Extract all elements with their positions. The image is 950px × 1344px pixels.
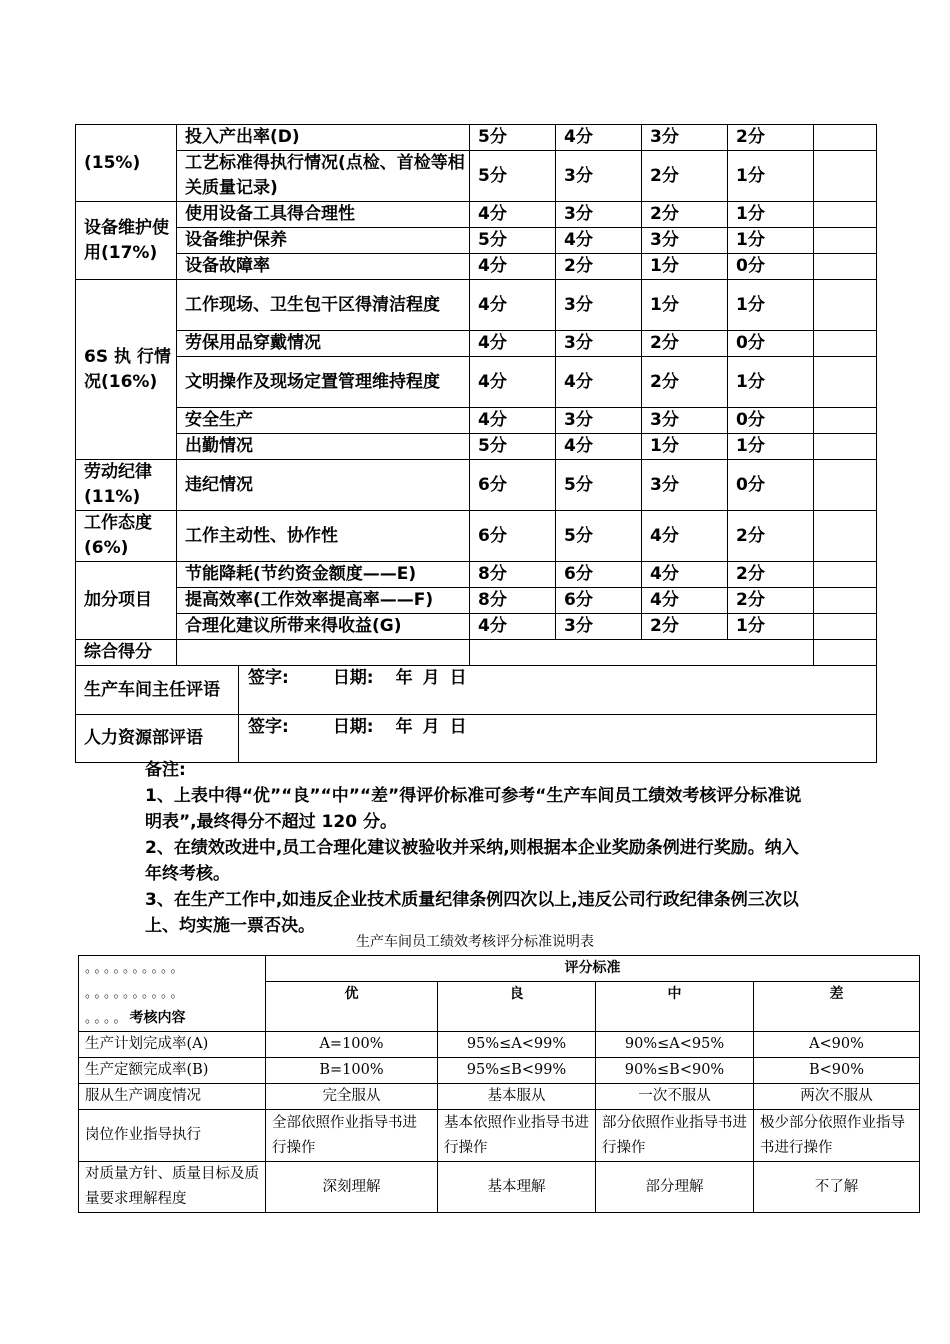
score-good: 5分: [556, 511, 642, 562]
note-item: 3、在生产工作中,如违反企业技术质量纪律条例四次以上,违反公司行政纪律条例三次以上、均实施一票否决。: [145, 890, 799, 936]
score-average: 2分: [642, 202, 728, 228]
hr-review-label: 人力资源部评语: [76, 715, 239, 762]
score-good: 2分: [556, 254, 642, 280]
score-average: 2分: [642, 151, 728, 202]
score-good: 4分: [556, 228, 642, 254]
table-row: [76, 588, 877, 614]
criterion-label: 生产定额完成率(B): [79, 1058, 266, 1084]
score-average: 3分: [642, 228, 728, 254]
score-good: 3分: [556, 408, 642, 434]
table-row: [76, 562, 877, 588]
score-excellent: 4分: [470, 331, 556, 357]
score-good: 4分: [556, 357, 642, 408]
table-row: [76, 151, 877, 202]
score-excellent: 8分: [470, 588, 556, 614]
score-poor: 2分: [728, 125, 814, 151]
score-poor: 0分: [728, 460, 814, 511]
score-good: 6分: [556, 562, 642, 588]
month-label: 月: [422, 668, 440, 688]
table-row: [76, 228, 877, 254]
score-poor: 1分: [728, 614, 814, 640]
table-row: [79, 1032, 920, 1058]
table-row: [79, 1110, 920, 1162]
item-label: 劳保用品穿戴情况: [177, 331, 470, 357]
review-row-hr: [76, 715, 877, 763]
score-excellent: 6分: [470, 511, 556, 562]
score-average: 3分: [642, 460, 728, 511]
standard-good: 95%≤A<99%: [438, 1032, 596, 1058]
header-dots: 。。。。: [85, 1011, 130, 1026]
standard-average: 90%≤A<95%: [596, 1032, 754, 1058]
category-quality: (15%): [76, 125, 177, 202]
year-label: 年: [395, 717, 413, 737]
header-row: [79, 956, 920, 982]
score-cell-empty[interactable]: [814, 280, 877, 331]
table-row: [76, 331, 877, 357]
score-average: 1分: [642, 434, 728, 460]
score-good: 3分: [556, 151, 642, 202]
score-poor: 2分: [728, 562, 814, 588]
table-row: [79, 1058, 920, 1084]
standard-good: 基本依照作业指导书进行操作: [438, 1110, 596, 1162]
table-row: [76, 460, 877, 511]
score-poor: 1分: [728, 280, 814, 331]
score-excellent: 4分: [470, 202, 556, 228]
score-average: 3分: [642, 125, 728, 151]
score-cell-empty[interactable]: [814, 460, 877, 511]
grade-poor: 差: [754, 982, 920, 1032]
score-excellent: 5分: [470, 151, 556, 202]
score-cell-empty[interactable]: [814, 125, 877, 151]
table-row: [76, 280, 877, 331]
score-poor: 0分: [728, 331, 814, 357]
category-6s: 6S 执 行情 况(16%): [76, 280, 177, 460]
sign-label: 签字:: [248, 668, 289, 688]
item-label: 工作主动性、协作性: [177, 511, 470, 562]
header-item-cell: [79, 956, 266, 1032]
item-label: 工作现场、卫生包干区得清洁程度: [177, 280, 470, 331]
score-cell-empty[interactable]: [814, 331, 877, 357]
score-good: 5分: [556, 460, 642, 511]
item-label: 违纪情况: [177, 460, 470, 511]
score-cell-empty[interactable]: [814, 614, 877, 640]
item-label: 合理化建议所带来得收益(G): [177, 614, 470, 640]
score-cell-empty[interactable]: [814, 151, 877, 202]
item-label: 提高效率(工作效率提高率——F): [177, 588, 470, 614]
item-label: 工艺标准得执行情况(点检、首检等相关质量记录): [177, 151, 470, 202]
note-item: 1、上表中得“优”“良”“中”“差”得评价标准可参考“生产车间员工绩效考核评分标准说明表”,最终得分不超过 120 分。: [145, 786, 802, 832]
score-average: 3分: [642, 408, 728, 434]
standard-poor: B<90%: [754, 1058, 920, 1084]
standard-excellent: A=100%: [266, 1032, 438, 1058]
score-average: 2分: [642, 614, 728, 640]
day-label: 日: [449, 717, 467, 737]
criterion-label: 生产计划完成率(A): [79, 1032, 266, 1058]
criterion-label: 对质量方针、质量目标及质量要求理解程度: [79, 1162, 266, 1213]
table-row: [76, 434, 877, 460]
score-poor: 2分: [728, 511, 814, 562]
header-group: 评分标准: [266, 956, 920, 982]
table-row: [76, 254, 877, 280]
category-discipline: 劳动纪律(11%): [76, 460, 177, 511]
standard-good: 95%≤B<99%: [438, 1058, 596, 1084]
score-poor: 0分: [728, 254, 814, 280]
notes-section: [145, 757, 815, 939]
score-excellent: 8分: [470, 562, 556, 588]
score-poor: 1分: [728, 357, 814, 408]
score-average: 4分: [642, 511, 728, 562]
item-label: 投入产出率(D): [177, 125, 470, 151]
score-good: 3分: [556, 280, 642, 331]
score-cell-empty[interactable]: [814, 588, 877, 614]
score-cell-empty[interactable]: [814, 562, 877, 588]
score-excellent: 5分: [470, 228, 556, 254]
month-label: 月: [422, 717, 440, 737]
review-row-workshop: [76, 666, 877, 715]
item-label: 出勤情况: [177, 434, 470, 460]
standard-average: 90%≤B<90%: [596, 1058, 754, 1084]
day-label: 日: [449, 668, 467, 688]
standard-table-title: 生产车间员工绩效考核评分标准说明表: [356, 934, 594, 950]
score-cell-empty[interactable]: [814, 408, 877, 434]
standard-average: 一次不服从: [596, 1084, 754, 1110]
score-poor: 1分: [728, 228, 814, 254]
workshop-review-label: 生产车间主任评语: [76, 666, 239, 714]
category-attitude: 工作态度(6%): [76, 511, 177, 562]
score-good: 3分: [556, 202, 642, 228]
score-excellent: 4分: [470, 614, 556, 640]
standard-good: 基本理解: [438, 1162, 596, 1213]
item-label: 文明操作及现场定置管理维持程度: [177, 357, 470, 408]
grade-average: 中: [596, 982, 754, 1032]
standard-table: [78, 955, 920, 1213]
score-excellent: 4分: [470, 357, 556, 408]
workshop-signature-area[interactable]: [239, 666, 467, 714]
header-dots: 。。。。。。。。。。: [85, 961, 187, 976]
score-cell-empty[interactable]: [814, 254, 877, 280]
standard-poor: 两次不服从: [754, 1084, 920, 1110]
score-average: 2分: [642, 331, 728, 357]
score-cell-empty[interactable]: [814, 511, 877, 562]
score-cell-empty[interactable]: [814, 434, 877, 460]
score-poor: 1分: [728, 434, 814, 460]
grade-excellent: 优: [266, 982, 438, 1032]
score-cell-empty[interactable]: [814, 228, 877, 254]
criterion-label: 服从生产调度情况: [79, 1084, 266, 1110]
table-row: [76, 202, 877, 228]
score-excellent: 4分: [470, 254, 556, 280]
date-label: 日期:: [332, 717, 374, 737]
score-poor: 2分: [728, 588, 814, 614]
score-good: 4分: [556, 434, 642, 460]
score-excellent: 4分: [470, 280, 556, 331]
total-label: 综合得分: [76, 640, 177, 666]
note-item: 2、在绩效改进中,员工合理化建议被验收并采纳,则根据本企业奖励条例进行奖励。纳入年终考核。: [145, 838, 799, 884]
score-cell-empty[interactable]: [814, 357, 877, 408]
score-average: 2分: [642, 357, 728, 408]
score-average: 1分: [642, 280, 728, 331]
hr-signature-area[interactable]: [239, 715, 467, 762]
total-score-cell[interactable]: [470, 640, 814, 666]
item-label: 使用设备工具得合理性: [177, 202, 470, 228]
score-good: 6分: [556, 588, 642, 614]
table-row: [76, 614, 877, 640]
standard-poor: 不了解: [754, 1162, 920, 1213]
criterion-label: 岗位作业指导执行: [79, 1110, 266, 1162]
score-poor: 0分: [728, 408, 814, 434]
table-row: [76, 511, 877, 562]
year-label: 年: [395, 668, 413, 688]
total-extra-cell[interactable]: [814, 640, 877, 666]
standard-average: 部分理解: [596, 1162, 754, 1213]
standard-excellent: 完全服从: [266, 1084, 438, 1110]
score-table: [75, 124, 877, 763]
grade-good: 良: [438, 982, 596, 1032]
date-label: 日期:: [332, 668, 374, 688]
total-row: [76, 640, 877, 666]
notes-heading: 备注:: [145, 760, 186, 780]
sign-label: 签字:: [248, 717, 289, 737]
header-dots: 。。。。。。。。。。: [85, 986, 187, 1001]
standard-poor: A<90%: [754, 1032, 920, 1058]
standard-average: 部分依照作业指导书进行操作: [596, 1110, 754, 1162]
score-poor: 1分: [728, 202, 814, 228]
total-value-cell[interactable]: [177, 640, 470, 666]
category-equipment: 设备维护使 用(17%): [76, 202, 177, 280]
item-label: 节能降耗(节约资金额度——E): [177, 562, 470, 588]
table-row: [76, 125, 877, 151]
item-label: 安全生产: [177, 408, 470, 434]
table-row: [76, 408, 877, 434]
standard-excellent: 深刻理解: [266, 1162, 438, 1213]
score-good: 4分: [556, 125, 642, 151]
score-cell-empty[interactable]: [814, 202, 877, 228]
standard-excellent: B=100%: [266, 1058, 438, 1084]
standard-poor: 极少部分依照作业指导书进行操作: [754, 1110, 920, 1162]
table-row: [79, 1084, 920, 1110]
score-good: 3分: [556, 331, 642, 357]
header-item-label: 考核内容: [129, 1010, 186, 1026]
category-bonus: 加分项目: [76, 562, 177, 640]
score-excellent: 4分: [470, 408, 556, 434]
score-average: 4分: [642, 562, 728, 588]
table-row: [79, 1162, 920, 1213]
score-average: 4分: [642, 588, 728, 614]
item-label: 设备维护保养: [177, 228, 470, 254]
standard-good: 基本服从: [438, 1084, 596, 1110]
standard-excellent: 全部依照作业指导书进行操作: [266, 1110, 438, 1162]
score-excellent: 5分: [470, 125, 556, 151]
item-label: 设备故障率: [177, 254, 470, 280]
score-excellent: 5分: [470, 434, 556, 460]
score-good: 3分: [556, 614, 642, 640]
score-poor: 1分: [728, 151, 814, 202]
score-excellent: 6分: [470, 460, 556, 511]
score-average: 1分: [642, 254, 728, 280]
